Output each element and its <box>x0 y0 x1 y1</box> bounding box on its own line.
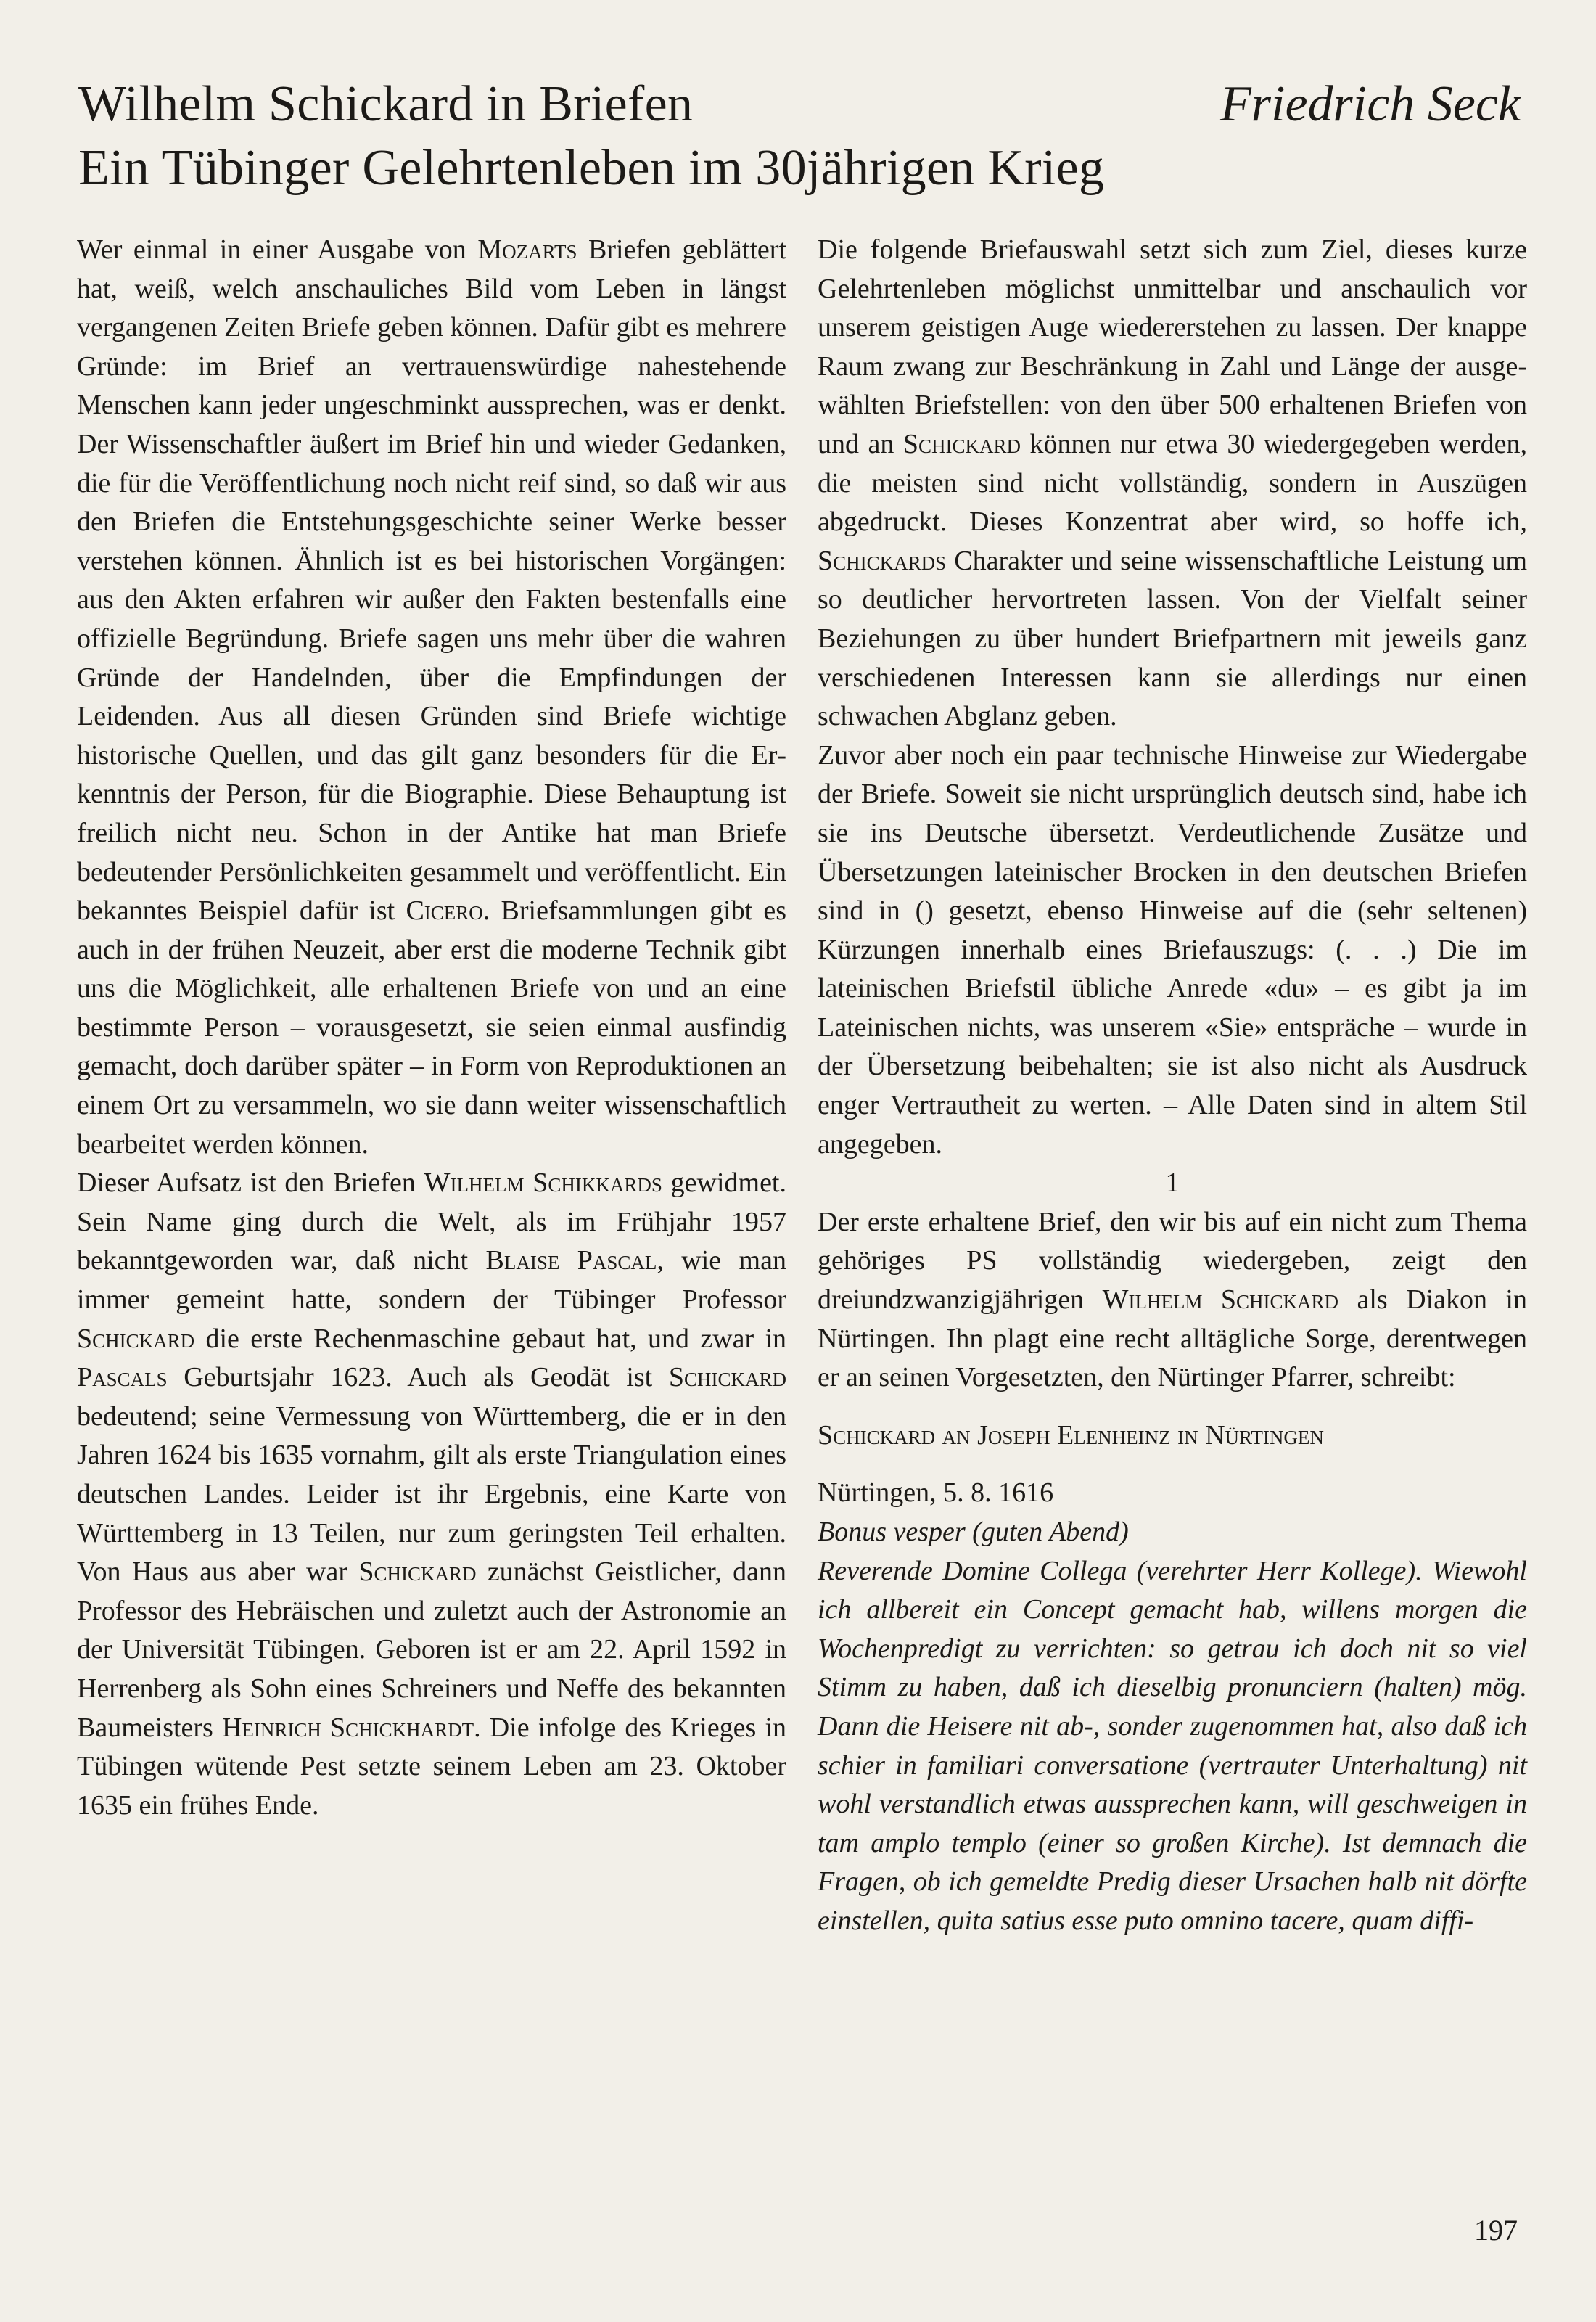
text-run: die erste Rechenmaschine gebaut hat, und zwar in <box>194 1323 786 1354</box>
right-column <box>818 231 1527 1941</box>
article-title: Wilhelm Schickard in Briefen <box>78 76 694 132</box>
section-number: 1 <box>1165 1168 1180 1199</box>
text-run: zunächst Geistlicher, dann Professor des Hebräischen und zuletzt auch der Astronomie an der Universität Tübingen. Geboren ist er am 22. April 1592 in Herrenberg als Sohn eines Schreiners und Neffe des bekannten Baumeisters <box>77 1556 786 1743</box>
text-run: Dieser Aufsatz ist den Briefen <box>77 1168 424 1199</box>
name-schickard: Wilhelm Schikkards <box>424 1168 662 1199</box>
name-schickard: Schickard <box>668 1362 786 1393</box>
name-schickard: Wilhelm Schickard <box>1102 1284 1339 1316</box>
text-run: Wer einmal in einer Ausgabe von <box>77 234 478 265</box>
header-line-1 <box>78 73 1521 136</box>
text-run: , wie man immer gemeint hatte, sondern der Tübinger Professor <box>77 1245 786 1316</box>
article-subtitle: Ein Tübinger Gelehrtenleben im 30jährigen Krieg <box>78 140 1105 196</box>
text-run: bedeutend; seine Vermessung von Württemberg, die er in den Jahren 1624 bis 1635 vornahm, gilt als erste Triangulation eines deutschen Landes. Leider ist ihr Ergebnis, eine Karte von Württemberg in 13 Teilen, nur zum geringsten Teil erhalten. Von Haus aus aber war <box>77 1400 786 1588</box>
text-run: Der erste erhaltene Brief, den wir bis auf ein nicht zum Thema gehöriges PS vollständig wiedergeben, zeigt den dreiundzwanzigjährigen <box>818 1206 1527 1316</box>
paragraph <box>77 1164 786 1825</box>
page-header <box>78 73 1521 200</box>
letter-date: Nürtingen, 5. 8. 1616 <box>818 1477 1054 1509</box>
text-run: Briefen geblättert hat, weiß, welch anschauliches Bild vom Leben in längst vergangenen Zeiten Briefe geben können. Dafür gibt es mehrere Gründe: im Brief an vertrauenswürdige nahestehende Menschen kann jeder ungeschminkt aussprechen, was er denkt. Der Wissenschaftler äußert im Brief hin und wieder Gedanken, die für die Veröffentlichung noch nicht reif sind, so daß wir aus den Briefen die Entstehungsgeschichte seiner Werke besser verstehen können. Ähnlich ist es bei historischen Vorgängen: aus den Akten erfahren wir außer den Fakten bestenfalls eine offizielle Begründung. Briefe sagen uns mehr über die wahren Gründe der Handelnden, über die Empfindungen der Leidenden. Aus all diesen Gründen sind Briefe wichtige historische Quellen, und das gilt ganz besonders für die Erkenntnis der Person, für die Biographie. Diese Behauptung ist freilich nicht neu. Schon in der Antike hat man Briefe bedeutender Persönlichkeiten gesammelt und veröffentlicht. Ein bekanntes Beispiel dafür ist <box>77 234 786 927</box>
paragraph <box>77 231 786 1164</box>
letter-body: Reverende Domine Collega (verehrter Herr Kollege). Wiewohl ich allbereit ein Concept gemacht hab, willens morgen die Wochenpredigt zu verrichten: so getrau ich doch nit so viel Stimm zu haben, daß ich dieselbig pronunciern (halten) mög. Dann die Heisere nit ab-, sonder zugenommen hat, also daß ich schier in familiari conversatione (vertrauter Unterhaltung) nit wohl verstandlich etwas aussprechen kann, will geschweigen in tam amplo templo (einer so großen Kirche). Ist demnach die Fragen, ob ich gemeldte Predig dieser Ursachen halb nit dörfte einstellen, quita satius esse puto omnino tacere, quam diffi- <box>818 1555 1527 1936</box>
paragraph <box>818 231 1527 737</box>
name-schickhardt: Heinrich Schickhardt <box>221 1712 474 1743</box>
paragraph: Zuvor aber noch ein paar technische Hinweise zur Wiedergabe der Briefe. Soweit sie nicht ursprünglich deutsch sind, habe ich sie ins Deutsche übersetzt. Verdeutlichende Zusätze und Übersetzungen lateinischer Brocken in den deutschen Briefen sind in () gesetzt, ebenso Hinweise auf die (sehr seltenen) Kürzungen innerhalb eines Briefauszugs: (. . .) Die im lateinischen Briefstil übliche Anrede «du» – es gibt ja im Lateinischen nichts, was unserem «Sie» entspräche – wurde in der Übersetzung beibehalten; sie ist also nicht als Ausdruck enger Vertrautheit zu werten. – Alle Daten sind in altem Stil angegeben. <box>818 739 1527 1160</box>
name-pascal: Blaise Pascal <box>485 1245 657 1276</box>
name-schickard: Schickard <box>902 428 1021 459</box>
name-cicero: Cicero <box>406 895 483 927</box>
name-schickard: Schickard <box>77 1323 195 1354</box>
paragraph <box>818 1203 1527 1398</box>
text-run: Charakter und seine wissenschaftliche Leistung um so deutlicher hervortreten lassen. Von der Vielfalt seiner Beziehungen zu über hundert Briefpartnern mit jeweils ganz verschiedenen Interessen kann sie allerdings nur einen schwachen Abglanz geben. <box>818 545 1527 732</box>
text-run: . Die infolge des Krieges in Tübingen wütende Pest setzte seinem Leben am 23. Oktober 1635 ein frühes Ende. <box>77 1712 786 1821</box>
text-run: . Briefsammlungen gibt es auch in der frühen Neuzeit, aber erst die moderne Technik gibt uns die Möglichkeit, alle erhaltenen Briefe von und an eine bestimmte Person – vorausgesetzt, sie seien einmal ausfindig gemacht, doch darüber später – in Form von Reproduktionen an einem Ort zu versammeln, wo sie dann weiter wissenschaftlich bearbeitet werden können. <box>77 895 786 1160</box>
name-mozart: Mozarts <box>477 234 577 265</box>
name-pascal: Pascals <box>77 1362 168 1393</box>
text-run: können nur etwa 30 wiedergegeben werden, die meisten sind nicht vollständig, sondern in Auszügen abgedruckt. Dieses Konzentrat aber wird, so hoffe ich, <box>818 428 1527 538</box>
page-number: 197 <box>1474 2214 1518 2247</box>
left-column <box>77 231 786 1825</box>
letter-greeting: Bonus vesper (guten Abend) <box>818 1517 1129 1547</box>
name-schickard: Schickards <box>818 545 947 576</box>
article-author: Friedrich Seck <box>1220 76 1521 132</box>
name-schickard: Schickard <box>358 1556 477 1588</box>
text-run: gewidmet. Sein Name ging durch die Welt, als im Frühjahr 1957 bekanntgeworden war, daß nicht <box>77 1168 786 1276</box>
text-run: Geburtsjahr 1623. Auch als Geodät ist <box>167 1362 669 1393</box>
text-run: als Diakon in Nürtingen. Ihn plagt eine recht alltägliche Sorge, derentwegen er an seinen Vorgesetzten, den Nürtinger Pfarrer, schreibt: <box>818 1284 1527 1393</box>
text-run: Die folgende Briefauswahl setzt sich zum Ziel, dieses kurze Gelehrtenleben möglichst unmittelbar und anschaulich vor unserem geistigen Auge wiedererstehen zu lassen. Der knappe Raum zwang zur Beschränkung in Zahl und Länge der ausgewählten Briefstellen: von den über 500 erhaltenen Briefen von und an <box>818 234 1527 459</box>
letter-heading: Schickard an Joseph Elenheinz in Nürtingen <box>818 1419 1324 1451</box>
